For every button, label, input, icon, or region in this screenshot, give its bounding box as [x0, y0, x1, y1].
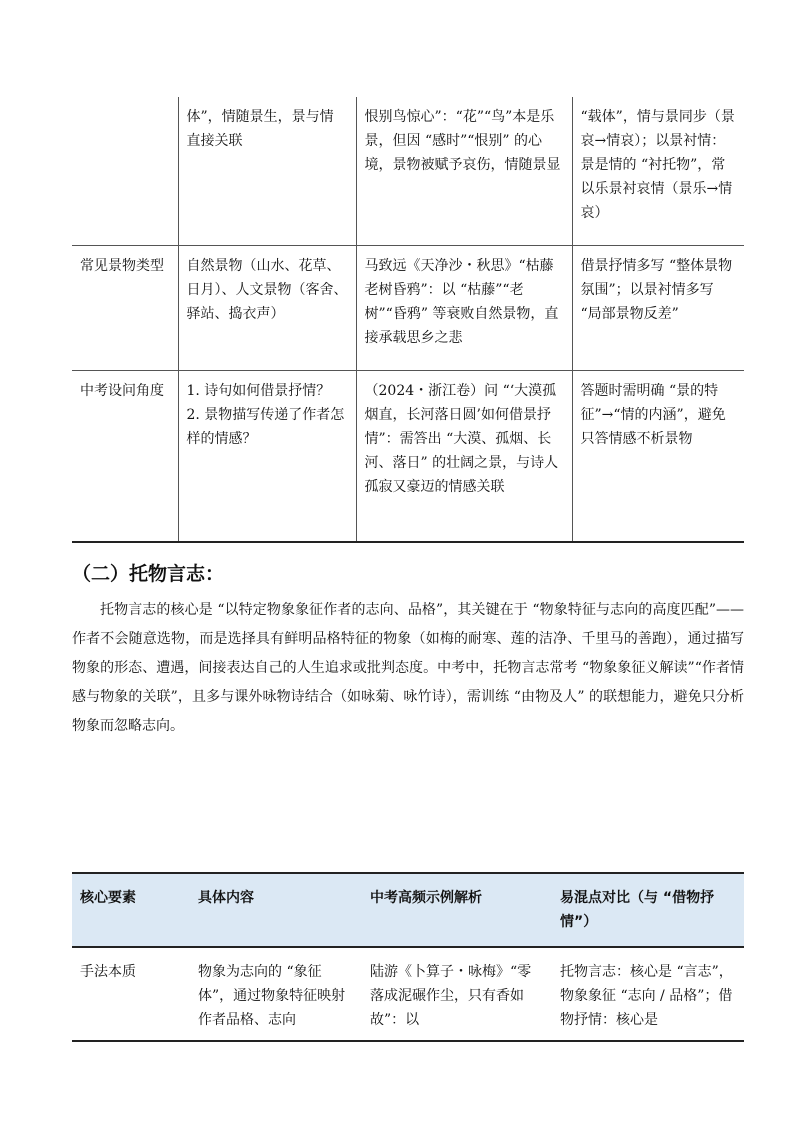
column-header: 具体内容 [190, 873, 362, 947]
column-header: 易混点对比（与 “借物抒情”） [552, 873, 744, 947]
table-tuowu-yanzhi [72, 872, 744, 1042]
table-cell: 常见景物类型 [72, 245, 178, 370]
table-cell: 1. 诗句如何借景抒情？ 2. 景物描写传递了作者怎样的情感？ [178, 370, 356, 542]
table-cell: “载体”，情与景同步（景哀→情哀）；以景衬情：景是情的 “衬托物”，常以乐景衬哀情（景乐→情哀） [572, 97, 744, 245]
table-row [72, 245, 744, 370]
table-row [72, 947, 744, 1041]
table-row [72, 97, 744, 245]
table-cell: 恨别鸟惊心”：“花”“鸟”本是乐景，但因 “感时”“恨别” 的心境，景物被赋予哀伤，情随景显 [356, 97, 572, 245]
column-header: 中考高频示例解析 [362, 873, 552, 947]
table-jiejing-shuqing-continued [72, 97, 744, 543]
table-header-row [72, 873, 744, 947]
section-paragraph: 托物言志的核心是 “以特定物象象征作者的志向、品格”，其关键在于 “物象特征与志向的高度匹配”—— 作者不会随意选物，而是选择具有鲜明品格特征的物象（如梅的耐寒、莲的洁净、千里马的善跑），通过描写物象的形态、遭遇，间接表达自己的人生追求或批判态度。中考中，托物言志常考 “物象象征义解读”“作者情感与物象的关联”，且多与课外咏物诗结合（如咏菊、咏竹诗），需训练 “由物及人” 的联想能力，避免只分析物象而忽略志向。 [72, 602, 744, 734]
table-cell: 中考设问角度 [72, 370, 178, 542]
table-cell [72, 97, 178, 245]
table-cell: 马致远《天净沙・秋思》“枯藤老树昏鸦”：以 “枯藤”“老树”“昏鸦” 等衰败自然景物，直接承载思乡之悲 [356, 245, 572, 370]
table-cell: 托物言志：核心是 “言志”，物象象征 “志向 / 品格”；借物抒情：核心是 [560, 964, 733, 1028]
table-cell: 答题时需明确 “景的特征”→“情的内涵”，避免只答情感不析景物 [572, 370, 744, 542]
table-cell: 借景抒情多写 “整体景物氛围”；以景衬情多写 “局部景物反差” [572, 245, 744, 370]
table-cell: （2024・浙江卷）问 “‘大漠孤烟直，长河落日圆’如何借景抒情”：需答出 “大漠、孤烟、长河、落日” 的壮阔之景，与诗人孤寂又豪迈的情感关联 [356, 370, 572, 542]
table-cell: 陆游《卜算子・咏梅》“零落成泥碾作尘，只有香如故”：以 [370, 964, 532, 1028]
column-header: 核心要素 [72, 873, 190, 947]
table-cell: 手法本质 [80, 964, 136, 980]
section-title: （二）托物言志： [72, 563, 225, 585]
table-cell: 体”，情随景生，景与情直接关联 [178, 97, 356, 245]
table-row [72, 370, 744, 542]
table-cell: 物象为志向的 “象征体”，通过物象特征映射作者品格、志向 [198, 964, 346, 1028]
table-cell: 自然景物（山水、花草、日月）、人文景物（客舍、驿站、捣衣声） [178, 245, 356, 370]
